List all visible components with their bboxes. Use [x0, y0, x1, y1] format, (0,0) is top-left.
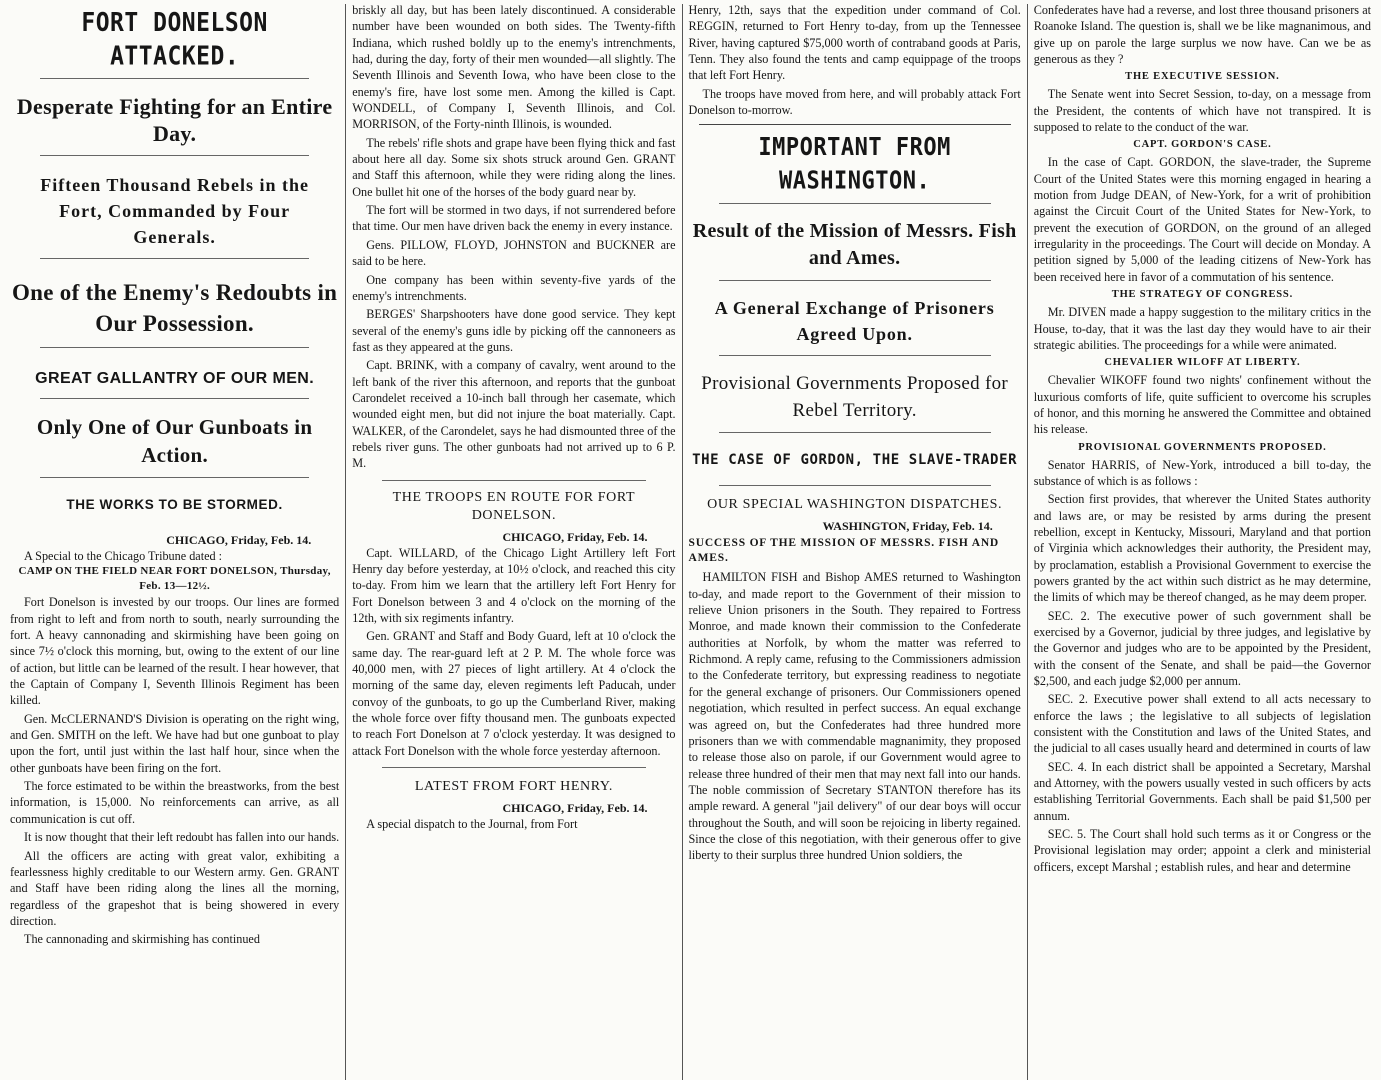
deck-only-one-gunboat: Only One of Our Gunboats in Action. — [36, 415, 313, 467]
paragraph: Capt. BRINK, with a company of cavalry, went around to the left bank of the river this afternoon, and reports that the gunboat Carondelet received a 10-inch ball through her casemate, which wounded eight men, but did not injure the boat materially. Capt. WALKER, of the Carondelet, says he had dismounted three of the rebels river guns. The other gunboats had not arrived up to 6 P. M. — [352, 358, 676, 471]
subhead-gordon-case: CAPT. GORDON'S CASE. — [1133, 139, 1272, 151]
deck-works-stormed: THE WORKS TO BE STORMED. — [66, 497, 283, 512]
paragraph: Gen. GRANT and Staff and Body Guard, left at 10 o'clock the same day. The rear-guard left at 2 P. M. The whole force was 40,000 men, with 27 pieces of light artillery. At 4 o'clock the morning of the same day, eleven regiments left Paducah, under convoy of the gunboats, to go up the Cumberland River, making the whole force over fifty thousand men. The gunboats expected to reach Fort Donelson at 7 o'clock yesterday. It was designed to attack Fort Donelson with the whole force yesterday afternoon. — [352, 629, 676, 758]
paragraph: Henry, 12th, says that the expedition under command of Col. REGGIN, returned to Fort Henry to-day, from up the Tennessee River, having captured $75,000 worth of contraband goods at Paris, Tenn. They also found the tents and camp equippage of the troops that left Fort Henry. — [688, 3, 1021, 83]
paragraph: All the officers are acting with great valor, exhibiting a fearlessness highly creditable to our Western army. Gen. GRANT and Staff have been riding along the lines all the morning, regardless of the grapeshot that is being showered in every direction. — [10, 848, 340, 928]
headline-important-washington: IMPORTANT FROM WASHINGTON. — [758, 134, 951, 196]
divider — [382, 480, 645, 481]
deck-desperate-fighting: Desperate Fighting for an Entire Day. — [16, 94, 333, 146]
subhead-provisional-governments: PROVISIONAL GOVERNMENTS PROPOSED. — [1078, 441, 1327, 453]
intro-line: A Special to the Chicago Tribune dated : — [24, 549, 223, 563]
paragraph: It is now thought that their left redoubt has fallen into our hands. — [24, 830, 340, 845]
column-4 — [1028, 2, 1377, 1080]
deck-mission-fish-ames: Result of the Mission of Messrs. Fish and Ames. — [692, 220, 1017, 270]
deck-provisional-governments: Provisional Governments Proposed for Rebel Territory. — [701, 373, 1009, 422]
paragraph: The Senate went into Secret Session, to-day, on a message from the President, the contents of which have not transpired. It is supposed to relate to the conduct of the war. — [1033, 87, 1371, 135]
paragraph: SEC. 4. In each district shall be appointed a Secretary, Marshal and Attorney, with the powers usually vested in such officers by acts establishing Territorial Governments. Each shall be paid $1,500 per annum. — [1033, 759, 1371, 823]
subhead-success-mission: SUCCESS OF THE MISSION OF MESSRS. FISH AND AMES. — [688, 537, 1000, 565]
paragraph: HAMILTON FISH and Bishop AMES returned to Washington to-day, and made report to the Government of their mission to relieve Union prisoners in the South. They repaired to Fortress Monroe, and made known their commission to the Confederate authorities at Norfolk, by whom the matter was referred to Richmond. A reply came, refusing to the Commissioners admission to the Confederate territory, but expressing readiness to negotiate for the general exchange of prisoners. Our Commissioners opened negotiation, which resulted in perfect success. An equal exchange was agreed on, but the Confederates had three hundred more prisoners than we with commendable magnanimity, they proposed to release those also on parole, if our Government would agree to release three hundred of their men that may next fall into our hands. The noble commission of Secretary STANTON therefore has its ample reward. A general "jail delivery" of our dear boys will occur throughout the South, and will soon be rejoicing in liberty regained. Since the close of this negotiation, with their generous offer to give liberty to their surplus three hundred Union soldiers, the — [688, 570, 1021, 863]
divider — [40, 347, 309, 348]
article-body-col2b — [352, 545, 675, 759]
divider — [719, 432, 991, 433]
paragraph: Chevalier WIKOFF found two nights' confinement without the luxurious comforts of life, quite sufficient to overcome his scruples of honor, and this morning he answered the Committee and obtained his release. — [1033, 373, 1371, 437]
section-special-dispatches: OUR SPECIAL WASHINGTON DISPATCHES. — [707, 497, 1003, 513]
dateline-washington: WASHINGTON, Friday, Feb. 14. — [822, 519, 993, 534]
article-body-col2a — [352, 2, 675, 472]
paragraph: Mr. DIVEN made a happy suggestion to the military critics in the House, to-day, that it was the last day they would have to air their strategic abilities. The proceedings for a while were animated. — [1033, 305, 1371, 352]
paragraph: SEC. 2. The executive power of such government shall be exercised by a Governor, judicial by three judges, and legislative by the Governor and judges who are to be appointed by the President, with the consent of the Senate, and shall be paid—the Governor $2,500, and each judge $2,000 per annum. — [1033, 608, 1371, 689]
paragraph: The rebels' rifle shots and grape have been flying thick and fast about here all day. Some six shots struck around Gen. GRANT and Staff this afternoon, while they were riding along the lines. One bullet hit one of the horses of the body guard near by. — [352, 135, 676, 199]
camp-dateline: CAMP ON THE FIELD NEAR FORT DONELSON, Thursday, Feb. 13—12½. — [18, 565, 331, 593]
head-troops-en-route: THE TROOPS EN ROUTE FOR FORT DONELSON. — [392, 489, 636, 523]
paragraph: The force estimated to be within the breastworks, from the best information, is 15,000. No reinforcements can arrive, as all communication is cut off. — [10, 779, 340, 826]
column-2 — [346, 2, 681, 1080]
deck-fifteen-thousand: Fifteen Thousand Rebels in the Fort, Commanded by Four Generals. — [40, 175, 309, 247]
paragraph: BERGES' Sharpshooters have done good service. They kept several of the enemy's guns idle by picking off the cannoneers as fast as they appeared at the guns. — [352, 307, 676, 354]
article-body-col3a — [689, 2, 1021, 118]
subhead-executive-session: THE EXECUTIVE SESSION. — [1125, 71, 1280, 83]
divider — [719, 355, 991, 356]
paragraph: SEC. 2. Executive power shall extend to all acts necessary to enforce the laws ; the legislative to all subjects of legislation consistent with the Constitution and laws of the United States, and the judicial to all cases usually heard and determined in courts of law — [1033, 692, 1371, 756]
deck-exchange-prisoners: A General Exchange of Prisoners Agreed Upon. — [714, 298, 995, 345]
divider — [382, 767, 645, 768]
deck-gordon-slave-trader: THE CASE OF GORDON, THE SLAVE-TRADER — [692, 452, 1018, 469]
deck-enemy-redoubts: One of the Enemy's Redoubts in Our Possession. — [11, 280, 338, 336]
paragraph: The fort will be stormed in two days, if not surrendered before that time. Our men have driven back the enemy in every instance. — [352, 203, 676, 234]
article-body-col4 — [1034, 2, 1371, 875]
dateline-henry: CHICAGO, Friday, Feb. 14. — [502, 801, 648, 816]
paragraph: Confederates have had a reverse, and lost three thousand prisoners at Roanoke Island. The question is, shall we be like magnanimous, and give up on parole the large surplus we now have. Can we be as generous as they ? — [1033, 3, 1371, 67]
divider — [40, 155, 309, 156]
dateline-troops: CHICAGO, Friday, Feb. 14. — [502, 529, 648, 544]
column-3 — [683, 2, 1027, 1080]
paragraph: A special dispatch to the Journal, from Fort — [366, 817, 578, 832]
headline-fort-donelson: FORT DONELSON ATTACKED. — [81, 8, 268, 72]
divider — [40, 258, 309, 259]
head-latest-fort-henry: LATEST FROM FORT HENRY. — [414, 779, 613, 795]
paragraph: Gen. McCLERNAND'S Division is operating on the right wing, and Gen. SMITH on the left. We have had but one gunboat to play upon the fort, until just within the last half hour, since when the other gunboats have been firing on the fort. — [10, 711, 340, 775]
divider — [40, 398, 309, 399]
divider — [719, 203, 991, 204]
paragraph: Section first provides, that wherever the United States authority and laws are, or may be resisted by arms during the present rebellion, except in Kentucky, Missouri, Maryland and that portion of Virginia which acknowledges their authority, the President may, by proclamation, establish a Provisional Government to exercise the powers granted by the act within such district as he may determine, the limits of which may be thereof changed, as he may deem proper. — [1033, 492, 1371, 605]
paragraph: In the case of Capt. GORDON, the slave-trader, the Supreme Court of the United States were this morning engaged in hearing a motion from Judge DEAN, of New-York, for a writ of prohibition against the Circuit Court of the United States for New-York, to prevent the execution of GORDON, on the ground of an alleged irregularity in the proceedings. The Court will decide on Monday. A petition signed by 5,000 of the leading citizens of New-York has been received here in favor of a commutation of his sentence. — [1033, 155, 1371, 284]
divider — [719, 485, 991, 486]
paragraph: The cannonading and skirmishing has continued — [24, 932, 260, 947]
article-body-col3b — [689, 569, 1021, 863]
divider — [699, 124, 1011, 125]
column-1 — [4, 2, 345, 1080]
article-body-col1 — [10, 594, 339, 947]
deck-great-gallantry: GREAT GALLANTRY OF OUR MEN. — [35, 370, 315, 387]
paragraph: Senator HARRIS, of New-York, introduced a bill to-day, the substance of which is as follows : — [1033, 457, 1371, 488]
divider — [40, 78, 309, 79]
paragraph: SEC. 5. The Court shall hold such terms as it or Congress or the Provisional legislation may order; appoint a clerk and ministerial officers, except Marshal ; establish rules, and hear and determine — [1033, 827, 1371, 874]
subhead-strategy-congress: THE STRATEGY OF CONGRESS. — [1111, 289, 1293, 301]
paragraph: Gens. PILLOW, FLOYD, JOHNSTON and BUCKNER are said to be here. — [352, 237, 676, 269]
divider — [40, 477, 309, 478]
paragraph: The troops have moved from here, and will probably attack Fort Donelson to-morrow. — [688, 86, 1021, 118]
subhead-wiloff-liberty: CHEVALIER WILOFF AT LIBERTY. — [1104, 357, 1301, 369]
paragraph: Capt. WILLARD, of the Chicago Light Artillery left Fort Henry day before yesterday, at 10½ o'clock, and reached this city to-day. From him we learn that the artillery left Fort Henry for Fort Donelson between 3 and 4 o'clock on the morning of the 12th, with six regiments infantry. — [352, 545, 676, 625]
divider — [719, 280, 991, 281]
paragraph: briskly all day, but has been lately discontinued. A considerable number have been wounded on both sides. The Twenty-fifth Indiana, which rushed boldly up to the enemy's intrenchments, had, during the day, forty of their men wounded—all slightly. The Seventh Illinois and Seventh Iowa, who have been close to the enemy's fire, have lost some men. Among the killed is Capt. WONDELL, of Company I, Seventh Illinois, and Col. MORRISON, of the Forty-ninth Illinois, is wounded. — [352, 3, 676, 132]
paragraph: One company has been within seventy-five yards of the enemy's intrenchments. — [352, 272, 676, 303]
dateline-chicago: CHICAGO, Friday, Feb. 14. — [166, 533, 312, 547]
paragraph: Fort Donelson is invested by our troops. Our lines are formed from right to left and from north to south, nearly surrounding the fort. A heavy cannonading and skirmishing have been going on since 7½ o'clock this morning, but, owing to the extent of our line of action, but little can be learned of the result. I hear however, that the Captain of Company I, Seventh Illinois Regiment has been killed. — [10, 595, 340, 708]
